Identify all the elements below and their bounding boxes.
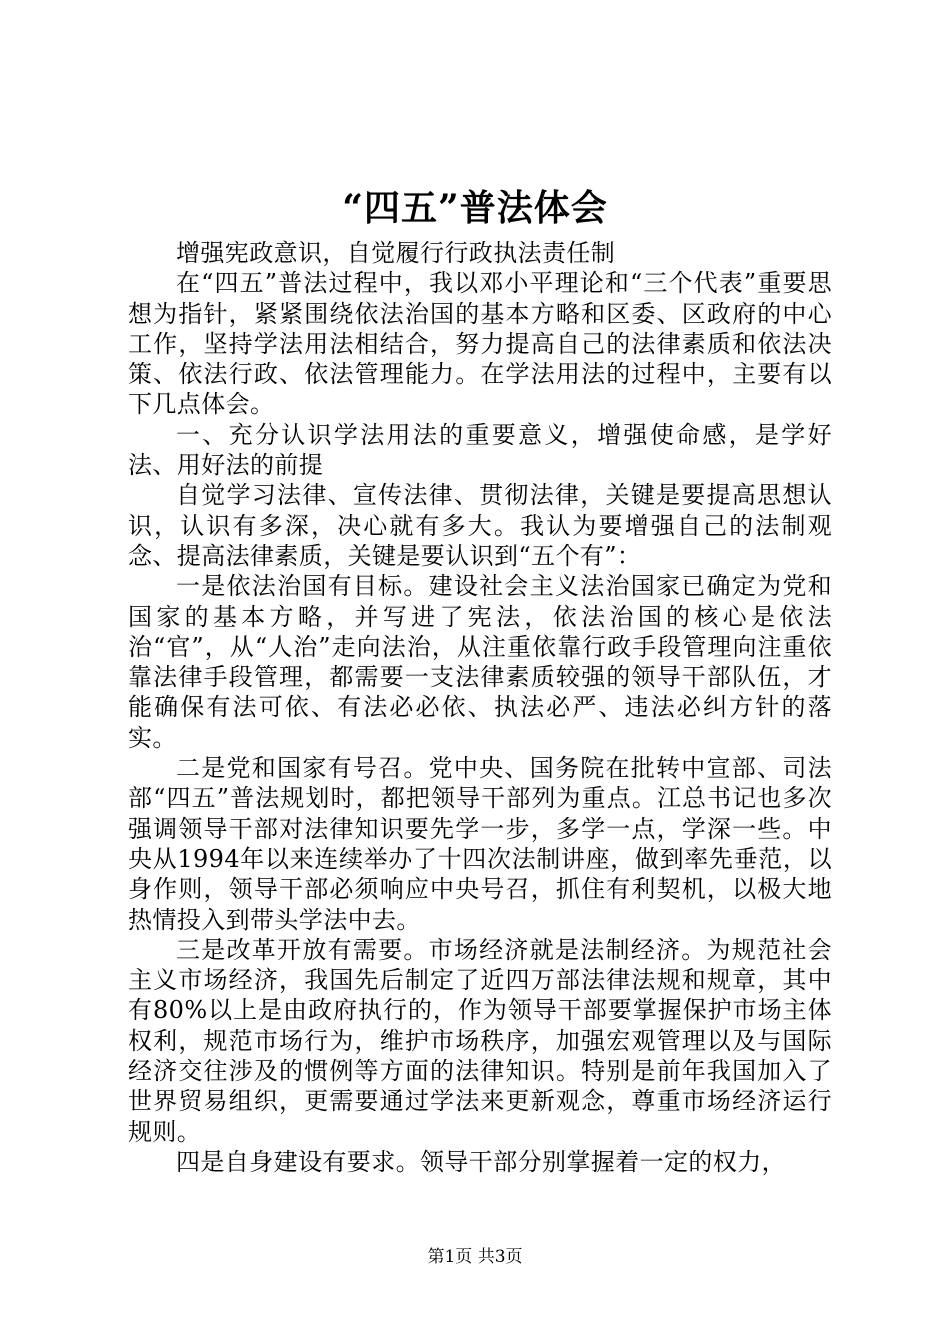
paragraph-point-4: 四是自身建设有要求。领导干部分别掌握着一定的权力，	[176, 1147, 786, 1176]
paragraph-intro: 在“四五”普法过程中，我以邓小平理论和“三个代表”重要思想为指针，紧紧围绕依法治国的基本方略和区委、区政府的中心工作，坚持学法用法相结合，努力提高自己的法律素质和依法决策、依法行政、依法管理能力。在学法用法的过程中，主要有以下几点体会。	[128, 269, 832, 419]
paragraph-subtitle: 增强宪政意识，自觉履行行政执法责任制	[176, 239, 616, 267]
paragraph-point-2: 二是党和国家有号召。党中央、国务院在批转中宣部、司法部“四五”普法规划时，都把领导干部列为重点。江总书记也多次强调领导干部对法律知识要先学一步，多学一点，学深一些。中央从1994年以来连续举办了十四次法制讲座，做到率先垂范，以身作则，领导干部必须响应中央号召，抓住有利契机，以极大地热情投入到带头学法中去。	[128, 754, 832, 934]
document-title: “四五”普法体会	[342, 187, 608, 229]
document-body	[128, 238, 832, 1177]
paragraph-section-heading-1: 一、充分认识学法用法的重要意义，增强使命感，是学好法、用好法的前提	[128, 420, 832, 480]
paragraph-point-3: 三是改革开放有需要。市场经济就是法制经济。为规范社会主义市场经济，我国先后制定了近四万部法律法规和规章，其中有80%以上是由政府执行的，作为领导干部要掌握保护市场主体权利，规范市场行为，维护市场秩序，加强宏观管理以及与国际经济交往涉及的惯例等方面的法律知识。特别是前年我国加入了世界贸易组织，更需要通过学法来更新观念，尊重市场经济运行规则。	[128, 935, 832, 1146]
paragraph-point-1: 一是依法治国有目标。建设社会主义法治国家已确定为党和国家的基本方略，并写进了宪法，依法治国的核心是依法治“官”，从“人治”走向法治，从注重依靠行政手段管理向注重依靠法律手段管理，都需要一支法律素质较强的领导干部队伍，才能确保有法可依、有法必必依、执法必严、违法必纠方针的落实。	[128, 572, 832, 752]
paragraph-five-points-intro: 自觉学习法律、宣传法律、贯彻法律，关键是要提高思想认识，认识有多深，决心就有多大。我认为要增强自己的法制观念、提高法律素质，关键是要认识到“五个有”：	[128, 481, 832, 570]
page-number-footer: 第1页 共3页	[427, 1247, 523, 1267]
